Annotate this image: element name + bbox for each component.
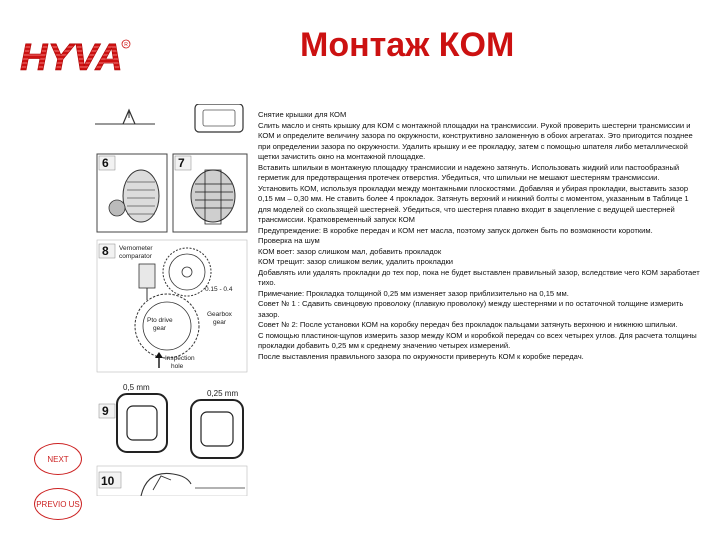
text-line: Снятие крышки для КОМ [258, 110, 347, 119]
text-line: Установить КОМ, используя прокладки между монтажными плоскостями. Добавляя и убирая прокладки, выставить зазор 0,15 мм – 0,30 мм. Не ставить более 4 прокладок. Затянуть верхний и нижний болты с моментом, указанным в Таблице 1 для моделей со скользящей шестерней. Убедиться, что шестерня плавно входит в зацепление с ведущей шестерней трансмиссии. Кратковременный запуск КОМ [258, 183, 689, 224]
text-line: Предупреждение: В коробке передач и КОМ нет масла, поэтому запуск должен быть по возможности коротким. [258, 225, 653, 235]
hyva-logo [20, 36, 132, 76]
svg-text:Vernometer: Vernometer [119, 245, 153, 252]
panel-10 [97, 466, 247, 496]
step-label-10: 10 [101, 474, 115, 488]
svg-text:Inspection: Inspection [165, 355, 195, 362]
step-label-6: 6 [102, 156, 109, 170]
text-line: Вставить шпильки в монтажную площадку трансмиссии и надежно затянуть. Использовать жидкий или пастообразный герметик для предотвращения протечек отверстия. Убедиться, что шпильки не мешают шестерням трансмиссии. [258, 162, 680, 182]
logo-text: HYVA [20, 37, 123, 76]
panel-9 [99, 383, 243, 458]
text-line: Совет № 1 : Сдавить свинцовую проволоку (плавкую проволоку) между шестернями и по остаточной толщине измерить зазор. [258, 299, 684, 319]
panel-6 [97, 154, 167, 232]
text-line: КОМ трещит: зазор слишком велик, удалить прокладки [258, 257, 454, 266]
text-line: Совет № 2: После установки КОМ на коробку передач без прокладок пальцами затянуть верхнюю и нижнюю шпильки. [258, 320, 678, 329]
svg-text:comparator: comparator [119, 253, 152, 260]
svg-text:0,25 mm: 0,25 mm [207, 389, 239, 398]
top-cover-drawing [95, 104, 243, 132]
text-line: Примечание: Прокладка толщиной 0,25 мм изменяет зазор приблизительно на 0,15 мм. [258, 288, 569, 298]
installation-illustration [95, 104, 250, 496]
text-line: После выставления правильного зазора по окружности привернуть КОМ к коробке передач. [258, 351, 584, 361]
svg-text:R: R [124, 42, 128, 48]
svg-text:0,5 mm: 0,5 mm [123, 383, 150, 392]
svg-text:0.15 - 0.4: 0.15 - 0.4 [205, 286, 233, 293]
step-label-7: 7 [178, 156, 185, 170]
text-line: КОМ воет: зазор слишком мал, добавить прокладок [258, 246, 442, 256]
svg-text:hole: hole [171, 363, 184, 370]
panel-7 [173, 154, 247, 232]
svg-text:gear: gear [153, 325, 167, 332]
text-line: Проверка на шум [258, 236, 320, 245]
text-line: Добавлять или удалять прокладки до тех пор, пока не будет выставлен правильный зазор, вследствие чего КОМ заработает тихо. [258, 267, 700, 287]
text-line: С помощью пластинок-щупов измерить зазор между КОМ и коробкой передач со всех четырех углов. Для расчета толщины прокладки добавить 0,25 мм к среднему значению четырех измерений. [258, 330, 697, 350]
instruction-text [258, 110, 700, 362]
step-label-9: 9 [102, 404, 109, 418]
svg-text:Pto drive: Pto drive [147, 317, 173, 324]
panel-8 [97, 240, 247, 372]
text-line: Слить масло и снять крышку для КОМ с монтажной площадки на трансмиссии. Рукой проверить шестерни трансмиссии и КОМ и определите величину зазора по окружности, конструктивно заложенную в обоих агрегатах. Это пригодится позднее при определении зазора по окружности. Удалить крышку и ее прокладку, затем с помощью шпателя либо металлической щетки зачистить окно на монтажной площадке. [258, 120, 693, 161]
previous-button[interactable]: PREVIO US [34, 488, 82, 520]
next-button[interactable]: NEXT [34, 443, 82, 475]
svg-text:Gearbox: Gearbox [207, 311, 232, 318]
page-title: Монтаж КОМ [300, 26, 515, 64]
step-label-8: 8 [102, 244, 109, 258]
svg-text:gear: gear [213, 319, 227, 326]
